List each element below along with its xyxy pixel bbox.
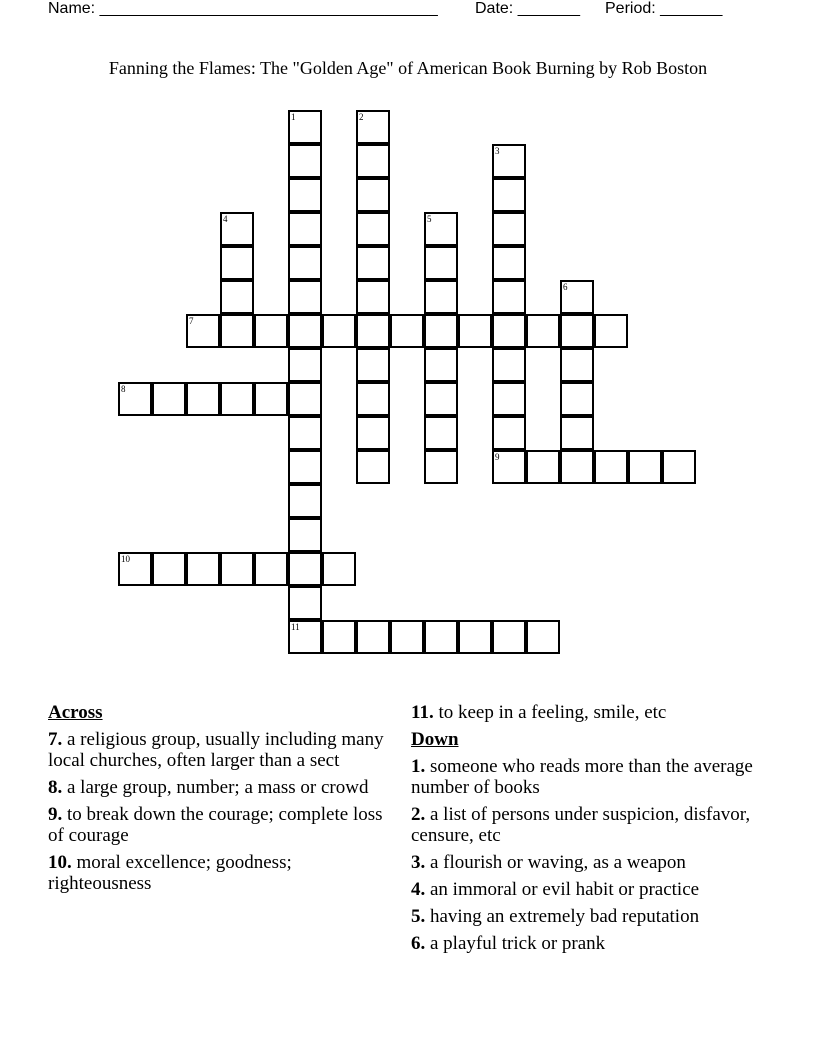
grid-cell[interactable] [560,450,594,484]
grid-cell[interactable] [492,246,526,280]
grid-cell[interactable] [288,450,322,484]
grid-cell[interactable] [152,552,186,586]
cell-number: 6 [563,282,568,292]
cell-number: 7 [189,316,194,326]
grid-cell[interactable] [560,382,594,416]
grid-cell[interactable] [356,144,390,178]
across-clue-7 [48,729,398,771]
clue-number: 4. [411,879,426,900]
grid-cell[interactable] [594,314,628,348]
down-clue-6 [411,933,771,954]
grid-cell[interactable] [288,348,322,382]
grid-cell[interactable] [322,620,356,654]
grid-cell[interactable] [662,450,696,484]
grid-cell[interactable] [356,110,390,144]
grid-cell[interactable] [288,552,322,586]
across-clue-8 [48,777,398,798]
grid-cell[interactable] [356,178,390,212]
grid-cell[interactable] [220,212,254,246]
down-clue-1 [411,756,771,798]
clue-number: 1. [411,756,426,777]
grid-cell[interactable] [356,314,390,348]
grid-cell[interactable] [288,518,322,552]
grid-cell[interactable] [390,314,424,348]
down-clue-4 [411,879,771,900]
clues-left-column [48,702,398,900]
clue-number: 8. [48,777,63,798]
grid-cell[interactable] [356,450,390,484]
grid-cell[interactable] [220,314,254,348]
grid-cell[interactable] [288,416,322,450]
grid-cell[interactable] [322,314,356,348]
grid-cell[interactable] [288,586,322,620]
across-clue-9 [48,804,398,846]
grid-cell[interactable] [492,212,526,246]
name-field-label: Name: ______________________________________ [48,0,438,17]
grid-cell[interactable] [492,178,526,212]
down-clue-5 [411,906,771,927]
grid-cell[interactable] [220,552,254,586]
grid-cell[interactable] [356,382,390,416]
grid-cell[interactable] [118,382,152,416]
grid-cell[interactable] [288,212,322,246]
grid-cell[interactable] [254,314,288,348]
grid-cell[interactable] [628,450,662,484]
down-clue-3 [411,852,771,873]
grid-cell[interactable] [526,314,560,348]
grid-cell[interactable] [492,620,526,654]
grid-cell[interactable] [560,314,594,348]
grid-cell[interactable] [560,348,594,382]
down-heading: Down [411,729,459,750]
grid-cell[interactable] [118,552,152,586]
grid-cell[interactable] [220,280,254,314]
clue-number: 2. [411,804,426,825]
cell-number: 1 [291,112,296,122]
clue-text: a large group, number; a mass or crowd [62,777,369,798]
grid-cell[interactable] [492,450,526,484]
clue-text: a religious group, usually including many local churches, often larger than a sect [48,729,384,771]
across-clue-11 [411,702,771,723]
down-clue-2 [411,804,771,846]
cell-number: 5 [427,214,432,224]
cell-number: 9 [495,452,500,462]
clue-number: 6. [411,933,426,954]
clue-number: 7. [48,729,63,750]
grid-cell[interactable] [220,382,254,416]
grid-cell[interactable] [288,110,322,144]
clue-text: moral excellence; goodness; righteousness [48,852,292,894]
grid-cell[interactable] [424,212,458,246]
grid-cell[interactable] [424,416,458,450]
clue-text: a flourish or waving, as a weapon [425,852,686,873]
clue-text: having an extremely bad reputation [425,906,700,927]
grid-cell[interactable] [492,416,526,450]
grid-cell[interactable] [424,620,458,654]
grid-cell[interactable] [492,348,526,382]
cell-number: 3 [495,146,500,156]
grid-cell[interactable] [424,246,458,280]
clue-number: 11. [411,702,434,723]
grid-cell[interactable] [288,484,322,518]
clue-text: to break down the courage; complete loss of courage [48,804,383,846]
across-heading: Across [48,702,103,723]
grid-cell[interactable] [458,620,492,654]
grid-cell[interactable] [288,178,322,212]
clue-text: an immoral or evil habit or practice [425,879,700,900]
grid-cell[interactable] [458,314,492,348]
grid-cell[interactable] [492,382,526,416]
grid-cell[interactable] [492,144,526,178]
grid-cell[interactable] [356,620,390,654]
grid-cell[interactable] [220,246,254,280]
grid-cell[interactable] [526,450,560,484]
grid-cell[interactable] [186,314,220,348]
grid-cell[interactable] [424,348,458,382]
grid-cell[interactable] [390,620,424,654]
grid-cell[interactable] [594,450,628,484]
cell-number: 8 [121,384,126,394]
grid-cell[interactable] [424,450,458,484]
grid-cell[interactable] [356,246,390,280]
grid-cell[interactable] [424,314,458,348]
grid-cell[interactable] [356,280,390,314]
clues-right-column [411,702,771,960]
grid-cell[interactable] [322,552,356,586]
grid-cell[interactable] [424,382,458,416]
grid-cell[interactable] [186,552,220,586]
page-title: Fanning the Flames: The "Golden Age" of American Book Burning by Rob Boston [108,58,708,78]
grid-cell[interactable] [356,416,390,450]
grid-cell[interactable] [492,280,526,314]
clue-text: to keep in a feeling, smile, etc [433,702,667,723]
grid-cell[interactable] [526,620,560,654]
clue-number: 10. [48,852,72,873]
grid-cell[interactable] [288,280,322,314]
grid-cell[interactable] [288,382,322,416]
cell-number: 4 [223,214,228,224]
clue-number: 5. [411,906,426,927]
grid-cell[interactable] [492,314,526,348]
grid-cell[interactable] [254,552,288,586]
grid-cell[interactable] [356,348,390,382]
grid-cell[interactable] [424,280,458,314]
clue-text: someone who reads more than the average number of books [411,756,753,798]
grid-cell[interactable] [288,314,322,348]
across-clue-10 [48,852,398,894]
clue-number: 3. [411,852,426,873]
cell-number: 11 [291,622,300,632]
grid-cell[interactable] [186,382,220,416]
grid-cell[interactable] [560,280,594,314]
grid-cell[interactable] [560,416,594,450]
grid-cell[interactable] [288,246,322,280]
cell-number: 2 [359,112,364,122]
grid-cell[interactable] [254,382,288,416]
grid-cell[interactable] [288,620,322,654]
clue-number: 9. [48,804,63,825]
date-field-label: Date: _______ [475,0,580,17]
cell-number: 10 [121,554,130,564]
period-field-label: Period: _______ [605,0,723,17]
clue-text: a list of persons under suspicion, disfavor, censure, etc [411,804,751,846]
grid-cell[interactable] [356,212,390,246]
clue-text: a playful trick or prank [425,933,606,954]
grid-cell[interactable] [152,382,186,416]
grid-cell[interactable] [288,144,322,178]
